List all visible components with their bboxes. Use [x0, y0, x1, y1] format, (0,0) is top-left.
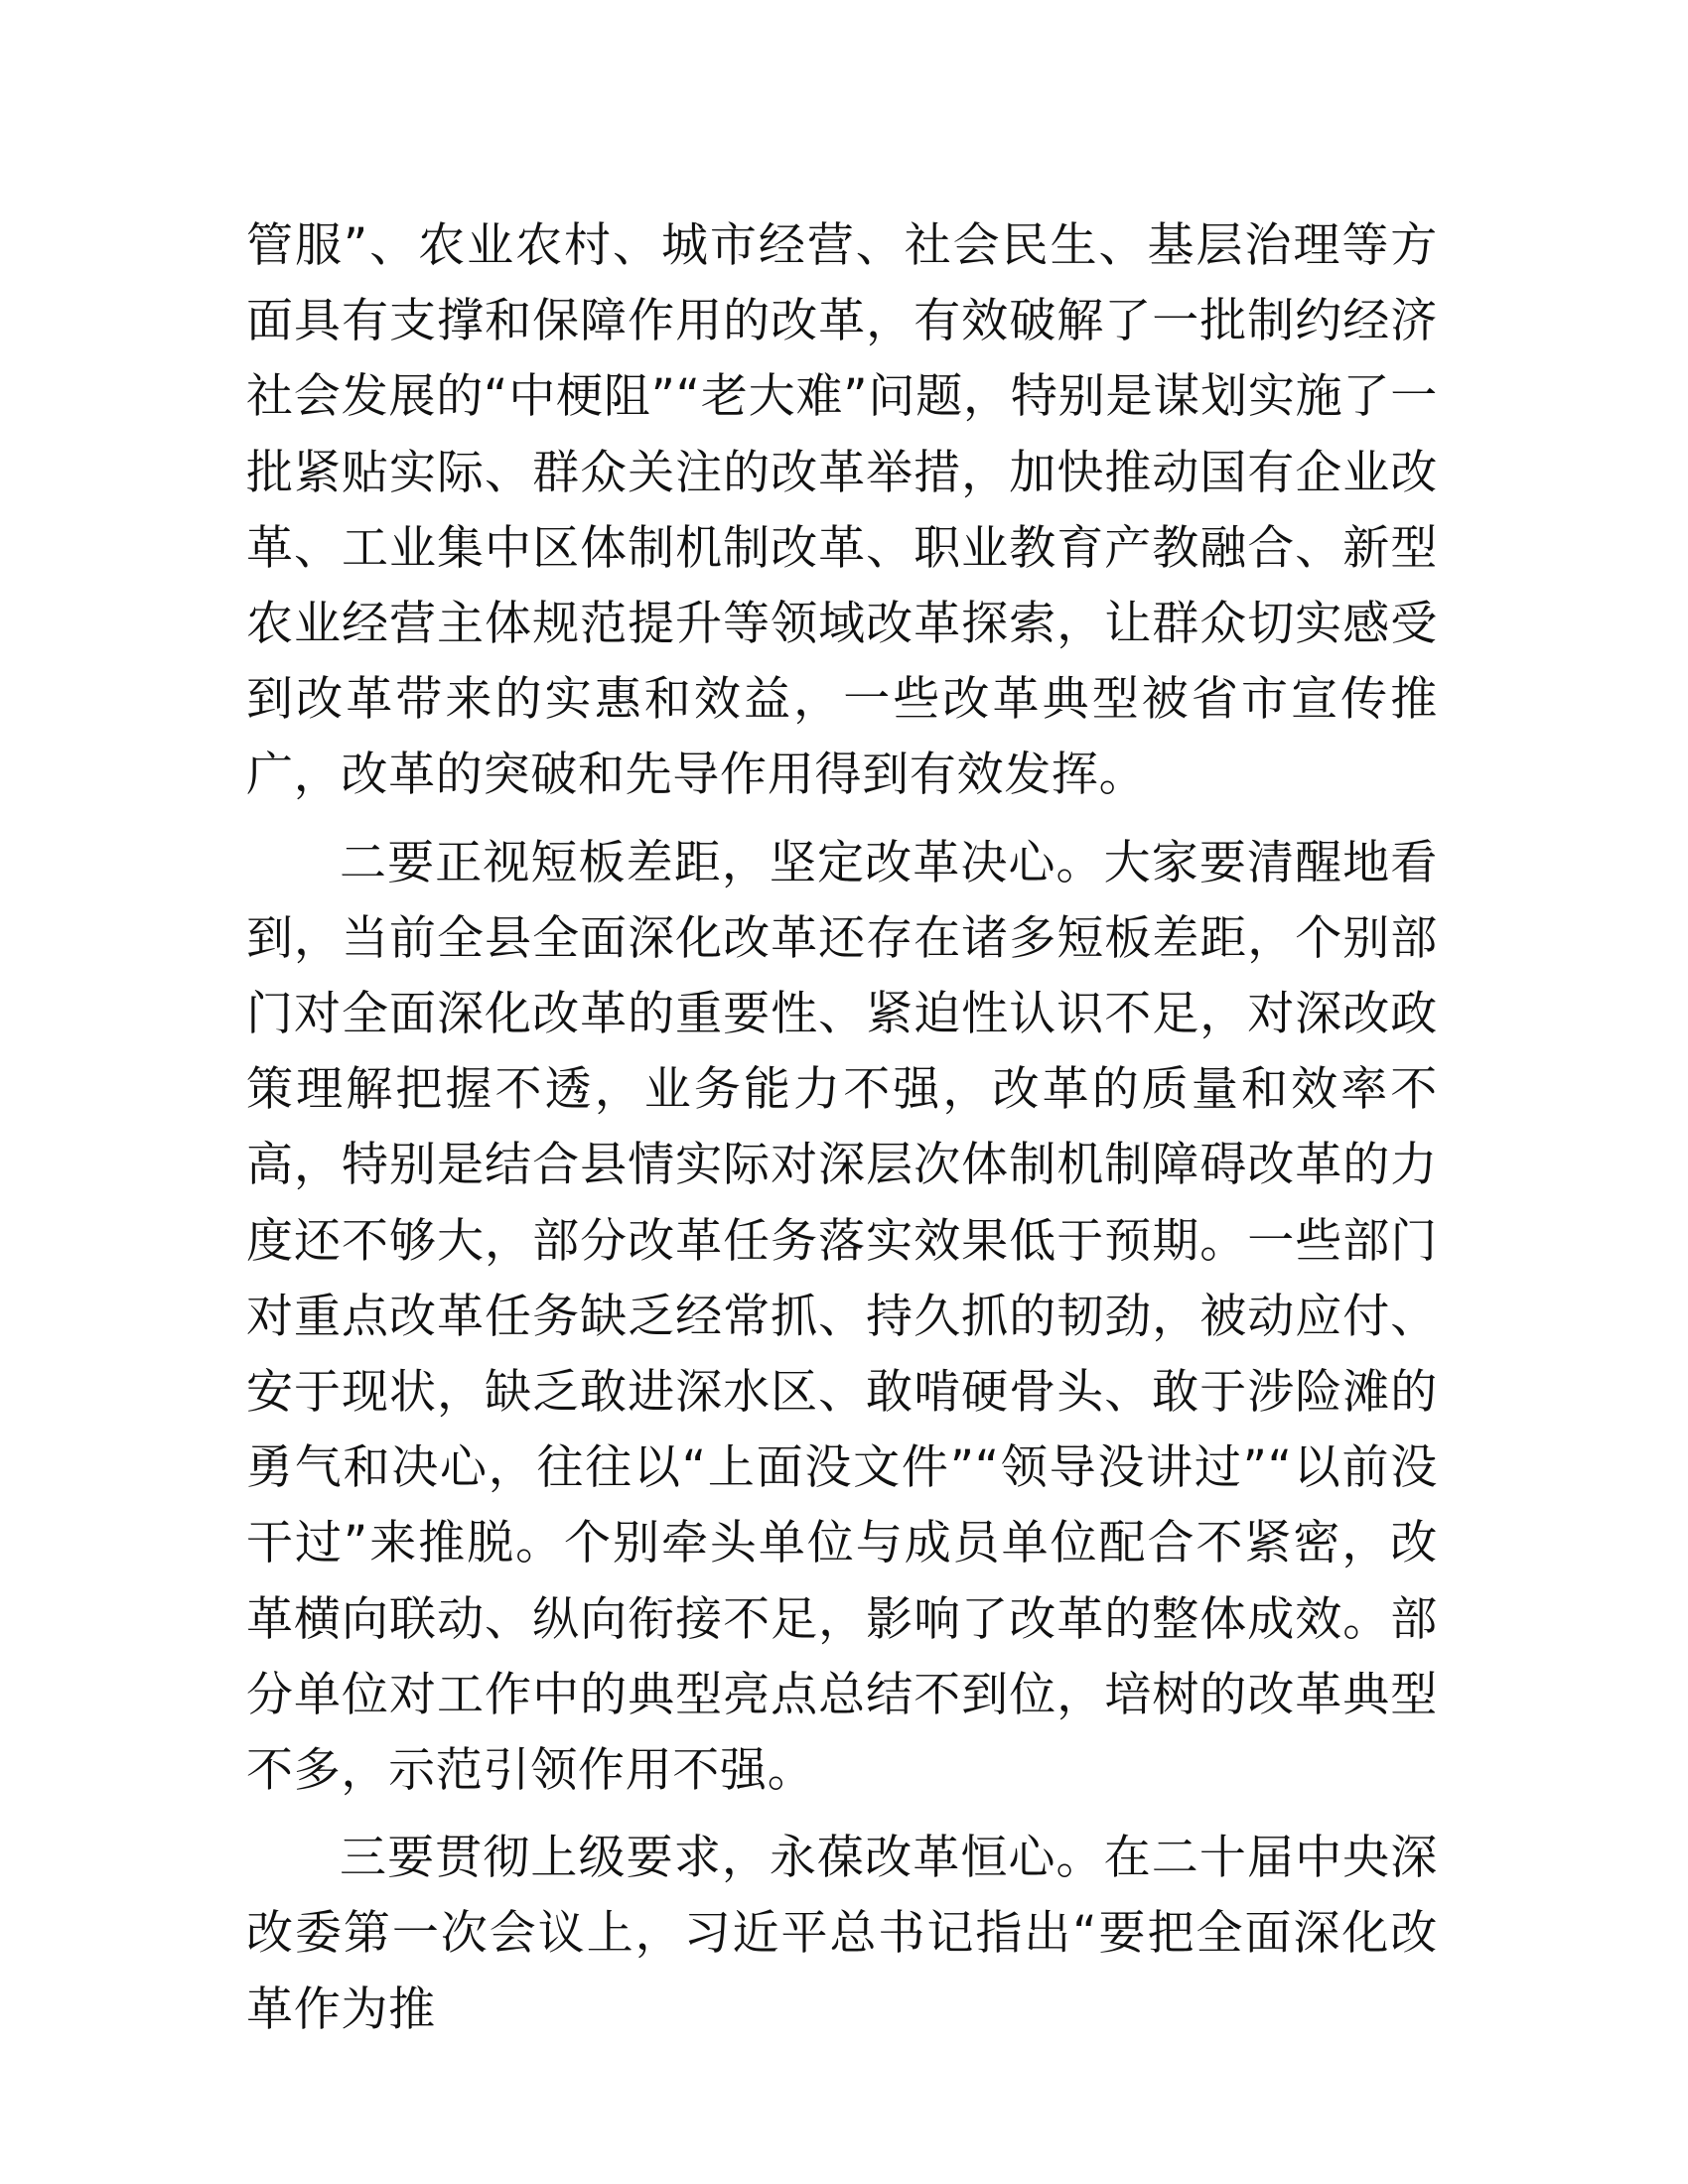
document-body — [246, 208, 1438, 2048]
paragraph-1: 管服”、农业农村、城市经营、社会民生、基层治理等方面具有支撑和保障作用的改革，有效破解了一批制约经济社会发展的“中梗阻”“老大难”问题，特别是谋划实施了一批紧贴实际、群众关注的改革举措，加快推动国有企业改革、工业集中区体制机制改革、职业教育产教融合、新型农业经营主体规范提升等领域改革探索，让群众切实感受到改革带来的实惠和效益，一些改革典型被省市宣传推广，改革的突破和先导作用得到有效发挥。 — [246, 218, 1438, 803]
paragraph-2: 二要正视短板差距，坚定改革决心。大家要清醒地看到，当前全县全面深化改革还存在诸多短板差距，个别部门对全面深化改革的重要性、紧迫性认识不足，对深改政策理解把握不透，业务能力不强，改革的质量和效率不高，特别是结合县情实际对深层次体制机制障碍改革的力度还不够大，部分改革任务落实效果低于预期。一些部门对重点改革任务缺乏经常抓、持久抓的韧劲，被动应付、安于现状，缺乏敢进深水区、敢啃硬骨头、敢于涉险滩的勇气和决心，往往以“上面没文件”“领导没讲过”“以前没干过”来推脱。个别牵头单位与成员单位配合不紧密，改革横向联动、纵向衔接不足，影响了改革的整体成效。部分单位对工作中的典型亮点总结不到位，培树的改革典型不多，示范引领作用不强。 — [246, 835, 1438, 1799]
paragraph-3: 三要贯彻上级要求，永葆改革恒心。在二十届中央深改委第一次会议上，习近平总书记指出“要把全面深化改革作为推 — [246, 1831, 1438, 2037]
